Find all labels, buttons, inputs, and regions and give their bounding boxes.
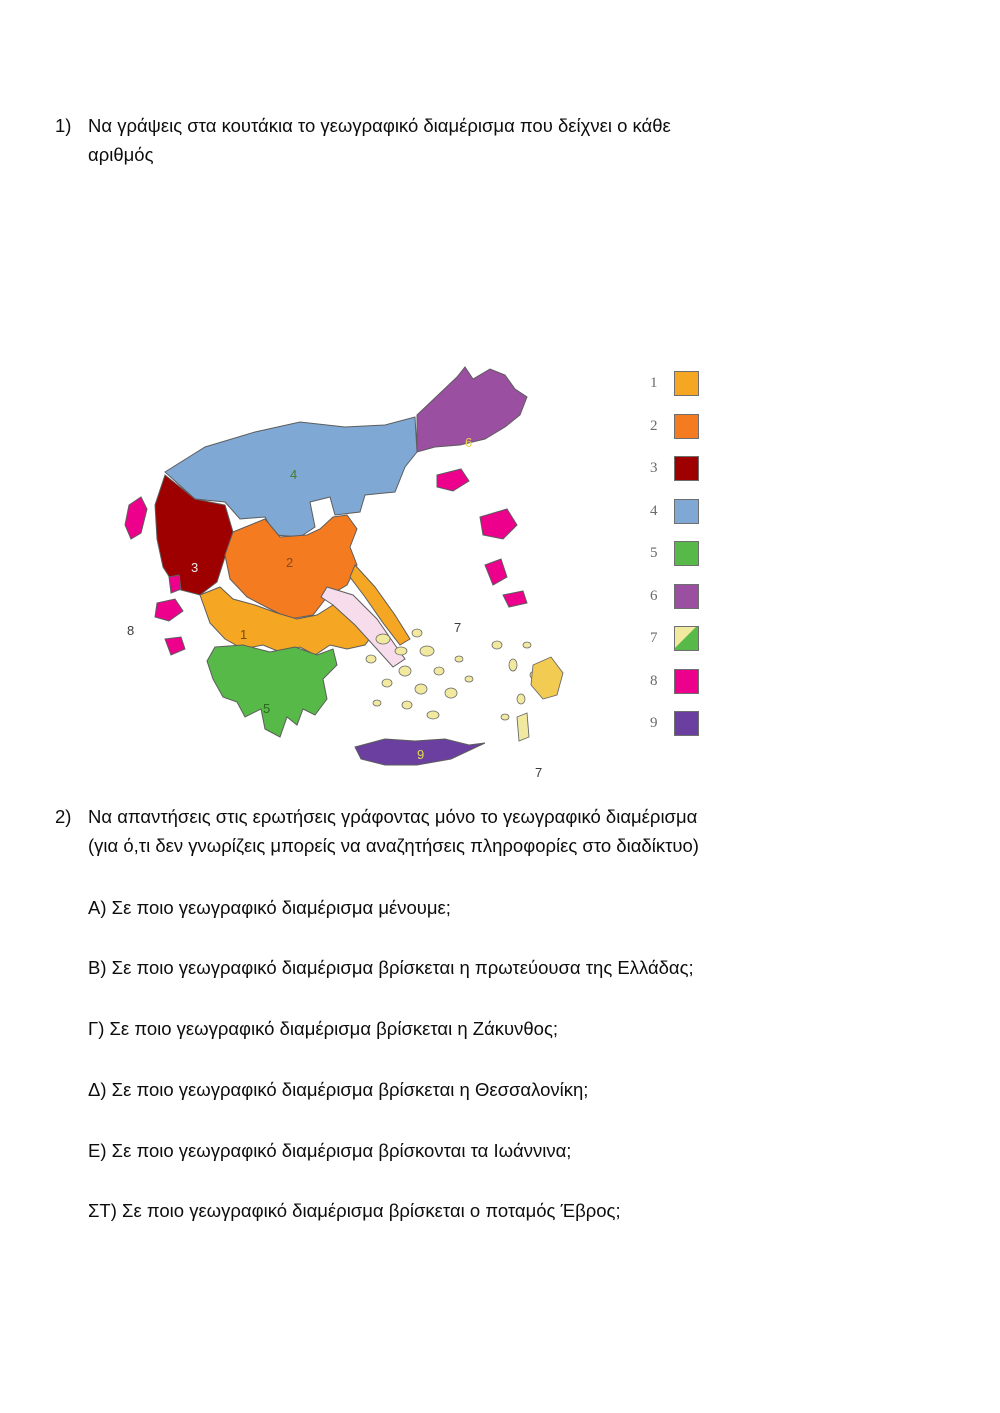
map-label-3: 3 — [191, 560, 199, 576]
region-5-peloponnese — [207, 645, 337, 737]
legend-item — [650, 405, 900, 448]
legend-swatch-3 — [674, 456, 699, 481]
region-7-karpathos — [517, 713, 529, 741]
legend-item — [650, 490, 900, 533]
legend-item — [650, 447, 900, 490]
legend-number: 2 — [650, 417, 658, 434]
question-2-line-1: Να απαντήσεις στις ερωτήσεις γράφοντας μόνο το γεωγραφικό διαμέρισμα — [88, 806, 698, 828]
question-2-text — [88, 803, 945, 860]
greece-regions-map-block — [55, 187, 945, 781]
legend-item — [650, 617, 900, 660]
sub-question-a: Α) Σε ποιο γεωγραφικό διαμέρισμα μένουμε; — [88, 896, 451, 918]
question-2-section — [55, 803, 945, 1225]
question-2-number: 2) — [55, 806, 72, 828]
question-1 — [55, 112, 945, 169]
legend-number: 3 — [650, 460, 658, 477]
question-2 — [55, 803, 945, 860]
map-label-7-south: 7 — [535, 765, 543, 781]
sub-question-d: Δ) Σε ποιο γεωγραφικό διαμέρισμα βρίσκεται η Θεσσαλονίκη; — [88, 1078, 589, 1100]
region-8-ionian-zakynthos — [165, 637, 185, 655]
legend-number: 5 — [650, 545, 658, 562]
legend-item — [650, 575, 900, 618]
legend-number: 8 — [650, 672, 658, 689]
legend-item — [650, 532, 900, 575]
map-label-6: 6 — [465, 435, 473, 451]
legend-swatch-7 — [674, 626, 699, 651]
sub-question-c: Γ) Σε ποιο γεωγραφικό διαμέρισμα βρίσκεται η Ζάκυνθος; — [88, 1018, 559, 1040]
region-7-samos — [503, 591, 527, 607]
legend-number: 1 — [650, 375, 658, 392]
legend-swatch-6 — [674, 584, 699, 609]
question-1-number: 1) — [55, 115, 72, 136]
region-8-ionian-lefkada — [169, 575, 181, 593]
region-8-ionian-kerkyra — [125, 497, 147, 539]
legend-item — [650, 660, 900, 703]
legend-swatch-5 — [674, 541, 699, 566]
region-7-rhodes — [531, 657, 563, 699]
legend-swatch-2 — [674, 414, 699, 439]
question-2-line-2: (για ό,τι δεν γνωρίζεις μπορείς να αναζητήσεις πληροφορίες στο διαδίκτυο) — [88, 835, 699, 857]
region-8-ionian-kefalonia — [155, 599, 183, 621]
map-label-9-crete: 9 — [417, 747, 425, 763]
region-7-limnos — [437, 469, 469, 491]
map-legend — [650, 362, 900, 745]
map-label-1: 1 — [240, 627, 248, 643]
greece-map-image — [65, 247, 635, 807]
sub-question-b: Β) Σε ποιο γεωγραφικό διαμέρισμα βρίσκεται η πρωτεύουσα της Ελλάδας; — [88, 957, 694, 979]
map-label-4: 4 — [290, 467, 298, 483]
legend-item — [650, 702, 900, 745]
sub-question-st: ΣΤ) Σε ποιο γεωγραφικό διαμέρισμα βρίσκεται ο ποταμός Έβρος; — [88, 1200, 621, 1222]
question-1-text — [88, 112, 945, 169]
map-label-2: 2 — [286, 555, 294, 571]
legend-swatch-4 — [674, 499, 699, 524]
map-label-8: 8 — [127, 623, 135, 639]
region-7-cyclades-group — [366, 629, 473, 719]
legend-swatch-1 — [674, 371, 699, 396]
document-content — [55, 112, 945, 1225]
question-1-line-2: αριθμός — [88, 143, 154, 165]
legend-item — [650, 362, 900, 405]
question-1-line-1: Να γράψεις στα κουτάκια το γεωγραφικό διαμέρισμα που δείχνει ο κάθε — [88, 115, 671, 136]
region-7-chios — [485, 559, 507, 585]
legend-number: 6 — [650, 587, 658, 604]
sub-question-e: Ε) Σε ποιο γεωγραφικό διαμέρισμα βρίσκονται τα Ιωάννινα; — [88, 1139, 572, 1161]
map-label-7-north: 7 — [454, 620, 462, 636]
region-7-lesvos — [480, 509, 517, 539]
legend-number: 4 — [650, 502, 658, 519]
legend-swatch-9 — [674, 711, 699, 736]
map-label-5: 5 — [263, 701, 271, 717]
legend-number: 7 — [650, 630, 658, 647]
legend-swatch-8 — [674, 669, 699, 694]
legend-number: 9 — [650, 715, 658, 732]
